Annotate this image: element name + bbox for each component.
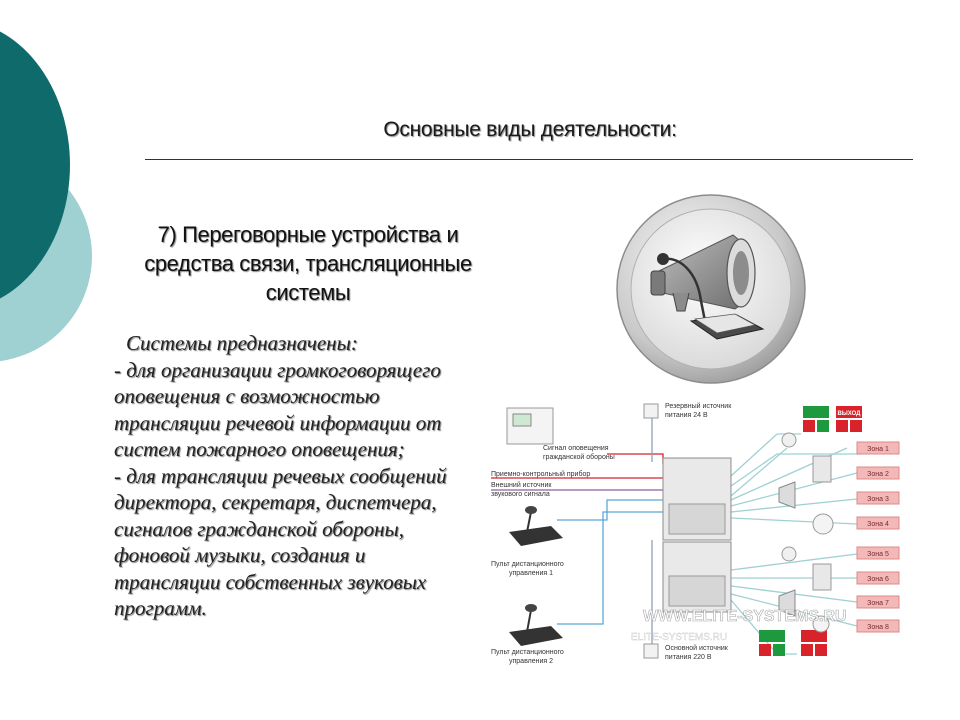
unit-control-panel: [669, 504, 725, 534]
svg-text:WWW.ELITE-SYSTEMS.RU: [643, 608, 847, 625]
fire-icon: [803, 420, 815, 432]
wire: [731, 518, 857, 524]
exit-arrow-icon: [815, 644, 827, 656]
description-line: программ.: [114, 596, 207, 620]
speaker-box-icon: [813, 456, 831, 482]
watermark-small-text: ELITE-SYSTEMS.RU: [631, 632, 728, 643]
zone-tag-label: Зона 7: [867, 600, 889, 607]
remote1-label: управления 1: [509, 570, 554, 577]
svg-text:питания 24 В: [665, 412, 708, 419]
main-power-box: [644, 644, 658, 658]
svg-text:Резервный источник: [665, 402, 732, 410]
exit-sign-label: ВЫХОД: [837, 411, 861, 417]
section-heading: [118, 220, 498, 307]
description-line: - для трансляции речевых сообщений: [114, 463, 447, 488]
civil-signal-label: Сигнал оповещения: [543, 445, 609, 452]
remote2-label: Пульт дистанционного: [491, 649, 564, 656]
svg-text:ELITE-SYSTEMS.RU: [631, 632, 727, 643]
description-line: фоновой музыки, создания и: [114, 543, 366, 567]
reserve-power-label: Резервный источник: [665, 403, 732, 410]
description-line: оповещения с возможностью: [114, 384, 380, 408]
svg-text:Пульт дистанционного: [491, 649, 564, 656]
panel-display: [513, 414, 531, 426]
external-source-label: Внешний источник: [491, 482, 552, 489]
svg-text:гражданской обороны: [543, 453, 615, 461]
external-source-label: звукового сигнала: [491, 491, 550, 498]
description-line: - для организации громкоговорящего: [114, 357, 441, 382]
zone-tag-label: Зона 1: [867, 446, 889, 453]
main-power-label: Основной источник: [665, 645, 728, 652]
svg-text:Внешний источник: [491, 481, 552, 489]
description-line: систем пожарного оповещения;: [114, 437, 405, 461]
exit-arrow-icon: [850, 420, 862, 432]
horn-speaker-icon: [779, 482, 795, 508]
exit-arrow-icon: [817, 420, 829, 432]
svg-text:питания 220 В: [665, 654, 712, 661]
smoke-detector-icon: [782, 433, 796, 447]
svg-text:ВЫХОД: [838, 411, 862, 417]
zone-tag-label: Зона 6: [867, 576, 889, 583]
svg-text:Приемно-контрольный прибор: [491, 470, 590, 478]
svg-text:Сигнал оповещения: [543, 445, 609, 452]
svg-text:управления 1: [509, 570, 553, 577]
svg-text:управления 2: [509, 658, 553, 665]
zone-tag-label: Зона 4: [867, 521, 889, 528]
receiver-label: Приемно-контрольный прибор: [491, 471, 591, 478]
fire-icon: [801, 644, 813, 656]
exit-sign-icon: [759, 630, 785, 642]
remote1-label: Пульт дистанционного: [491, 561, 564, 568]
civil-signal-label: гражданской обороны: [543, 454, 615, 461]
description-line: трансляции собственных звуковых: [114, 569, 427, 594]
exit-sign-icon: [803, 406, 829, 418]
description-line: директора, секретаря, диспетчера,: [114, 490, 437, 514]
remote2-label: управления 2: [509, 658, 554, 665]
ceiling-speaker-icon: [813, 514, 833, 534]
fire-icon: [759, 644, 771, 656]
svg-text:Основной источник: [665, 644, 729, 652]
fire-icon: [836, 420, 848, 432]
smoke-detector-icon: [782, 547, 796, 561]
speaker-box-icon: [813, 564, 831, 590]
zone-list: [857, 442, 899, 632]
zone-tag-label: Зона 5: [867, 551, 889, 558]
watermark-text: WWW.ELITE-SYSTEMS.RU: [643, 608, 847, 625]
svg-text:Пульт дистанционного: [491, 561, 564, 568]
svg-text:звукового сигнала: [491, 491, 550, 498]
zone-tag-label: Зона 2: [867, 471, 889, 478]
reserve-power-box: [644, 404, 658, 418]
main-power-label: питания 220 В: [665, 654, 712, 661]
system-schematic: [487, 396, 907, 676]
slide-title: Основные виды деятельности:: [383, 118, 677, 141]
reserve-power-label: питания 24 В: [665, 412, 708, 419]
unit-control-panel: [669, 576, 725, 606]
description-intro: Системы предназначены:: [126, 331, 358, 355]
wire: [557, 500, 663, 520]
exit-arrow-icon: [773, 644, 785, 656]
description-line: сигналов гражданской обороны,: [114, 516, 404, 541]
remote-console-1: [509, 526, 563, 546]
zone-tag-label: Зона 8: [867, 624, 889, 631]
loudspeaker-icon: [615, 193, 807, 385]
remote-console-2: [509, 626, 563, 646]
zone-tag-label: Зона 3: [867, 496, 889, 503]
heading-line: средства связи, трансляционные: [144, 251, 472, 276]
heading-line: 7) Переговорные устройства и: [157, 222, 459, 247]
description-text: [114, 330, 499, 670]
title-divider: [145, 159, 913, 160]
heading-line: системы: [265, 280, 351, 305]
description-line: трансляции речевой информации от: [114, 410, 442, 435]
wire: [607, 454, 663, 464]
